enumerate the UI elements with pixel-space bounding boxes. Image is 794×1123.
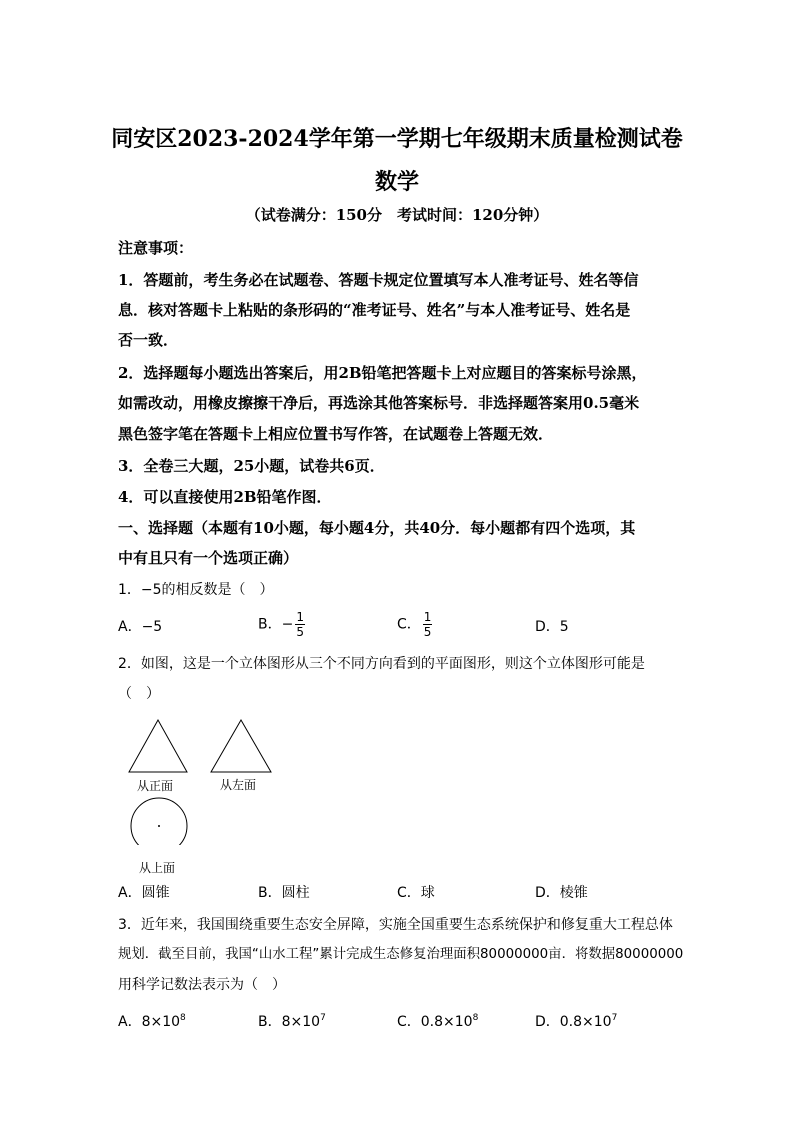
top-view-circle [131,798,187,845]
q1-stem: 1．−5的相反数是（ ） [118,582,274,598]
q3-option-d [535,1008,617,1032]
top-view-center-dot [158,825,160,827]
q3-line: 规划．截至目前，我国“山水工程”累计完成生态修复治理面积80000000亩．将数据80000000 [118,947,684,962]
q1-option-d: D．5 [535,619,569,635]
notes-line: 1．答题前，考生务必在试题卷、答题卡规定位置填写本人准考证号、姓名等信 [118,271,639,289]
label-left-view: 从左面 [220,778,257,792]
section-heading-cont: 中有且只有一个选项正确） [118,549,299,567]
q3-line: 3．近年来，我国围绕重要生态安全屏障，实施全国重要生态系统保护和修复重大工程总体 [118,917,673,933]
exam-title: 同安区2023-2024学年第一学期七年级期末质量检测试卷 [111,126,683,152]
q3-option-a-exponent: 8 [180,1013,186,1023]
q1-option-c-prefix: C． [397,616,421,633]
notes-line: 否一致． [118,331,179,349]
q3-option-c [397,1008,478,1032]
q2-option-d: D．棱锥 [535,885,588,901]
notes-line: 2．选择题每小题选出答案后，用2B铅笔把答题卡上对应题目的答案标号涂黑， [118,364,647,382]
q2-stem: 2．如图，这是一个立体图形从三个不同方向看到的平面图形，则这个立体图形可能是 [118,656,645,672]
notes-line: 4．可以直接使用2B铅笔作图． [118,488,332,506]
q1-option-b-prefix: B．− [258,616,294,633]
q3-option-b [258,1008,326,1032]
fraction-denominator: 5 [296,625,304,639]
q3-line: 用科学记数法表示为（ ） [118,977,286,993]
section-heading: 一、选择题（本题有10小题，每小题4分，共40分．每小题都有四个选项，其 [118,519,636,537]
q3-option-a-base: A．8×10 [118,1014,181,1030]
notes-line: 3．全卷三大题，25小题，试卷共6页． [118,457,385,475]
q1-option-c-fraction [423,610,433,639]
q2-option-b: B．圆柱 [258,885,310,901]
q2-option-c: C．球 [397,885,435,901]
q2-paren: （ ） [118,686,160,702]
fraction-numerator: 1 [296,610,304,624]
fraction-numerator: 1 [423,610,432,624]
q1-option-a: A．−5 [118,619,163,635]
notes-line: 息．核对答题卡上粘贴的条形码的“准考证号、姓名”与本人准考证号、姓名是 [118,301,631,319]
q3-option-d-exponent: 7 [611,1013,618,1023]
label-front-view: 从正面 [137,779,174,793]
q3-option-b-exponent: 7 [320,1013,326,1023]
q3-option-a [118,1008,186,1032]
notes-heading: 注意事项： [118,239,194,257]
exam-info: （试卷满分：150分 考试时间：120分钟） [245,206,549,224]
q3-option-b-base: B．8×10 [258,1014,321,1030]
fraction-denominator: 5 [423,625,432,639]
q1-option-b-fraction [295,610,305,639]
q3-option-c-exponent: 8 [472,1013,479,1023]
q3-option-d-base: D．0.8×10 [535,1014,612,1030]
notes-line: 如需改动，用橡皮擦擦干净后，再选涂其他答案标号．非选择题答案用0.5毫米 [118,394,640,412]
subject-title: 数学 [374,169,419,195]
front-view-triangle [129,720,187,772]
left-view-triangle [211,720,271,772]
q1-option-b [258,610,305,639]
q1-option-c [397,610,432,639]
label-top-view: 从上面 [139,861,176,875]
notes-line: 黑色签字笔在答题卡上相应位置书写作答，在试题卷上答题无效． [118,425,554,443]
q2-option-a: A．圆锥 [118,885,170,901]
q3-option-c-base: C．0.8×10 [397,1014,473,1030]
